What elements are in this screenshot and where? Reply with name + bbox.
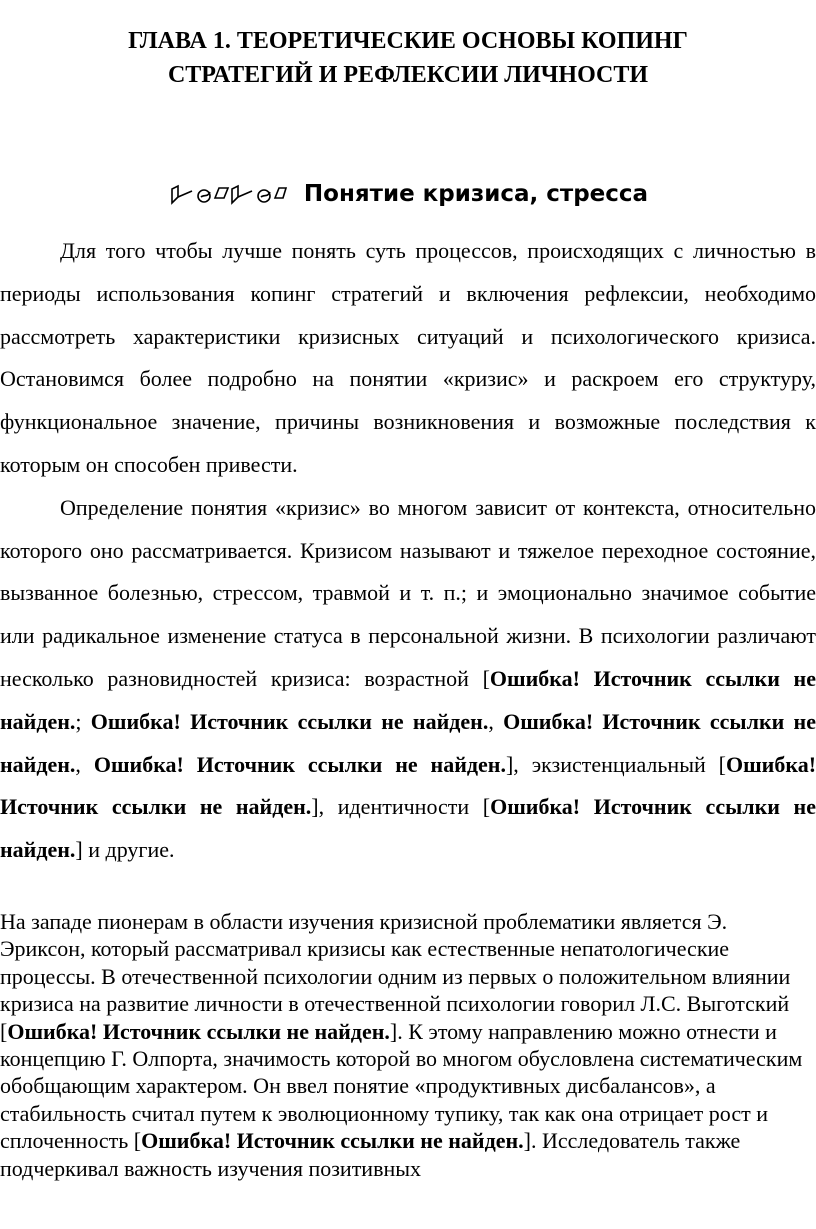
paragraph-3-block: [0, 908, 812, 1182]
text-run: На западе пионерам в области изучения кризисной проблематики является Э. Эриксон, который рассматривал кризисы как естественные непатологические процессы. В отечественной психологии одним из первых о положительном влиянии кризиса на развитие личности в отечественной психологии говорил Л.С. Выготский [: [0, 909, 791, 1044]
reference-error: Ошибка! Источник ссылки не найден.: [90, 708, 489, 734]
reference-error: Ошибка! Источник ссылки не найден.: [0, 665, 816, 734]
chapter-title-line-2: СТРАТЕГИЙ И РЕФЛЕКСИИ ЛИЧНОСТИ: [167, 62, 649, 88]
text-run: ,: [75, 751, 94, 777]
reference-error: Ошибка! Источник ссылки не найден.: [141, 1128, 524, 1154]
reference-error: Ошибка! Источник ссылки не найден.: [0, 708, 816, 777]
reference-error: Ошибка! Источник ссылки не найден.: [7, 1018, 390, 1044]
text-run: ], экзистенциальный [: [505, 751, 726, 777]
chapter-title-line-1: ГЛАВА 1. ТЕОРЕТИЧЕСКИЕ ОСНОВЫ КОПИНГ: [128, 28, 688, 54]
text-run: ] и другие.: [75, 837, 175, 863]
paragraph-2: [0, 487, 816, 872]
text-run: ]. Исследователь также подчеркивал важность изучения позитивных: [0, 1128, 741, 1181]
paragraph-1: Для того чтобы лучше понять суть процессов, происходящих с личностью в периоды использования копинг стратегий и включения рефлексии, необходимо рассмотреть характеристики кризисных ситуаций и психологического кризиса. Остановимся более подробно на понятии «кризис» и раскроем его структуру, функциональное значение, причины возникновения и возможные последствия к которым он способен привести.: [0, 238, 816, 477]
section-title: Понятие кризиса, стресса: [303, 181, 649, 207]
reference-error: Ошибка! Источник ссылки не найден.: [0, 794, 816, 863]
text-run: ;: [75, 708, 91, 734]
body-text: [0, 230, 816, 872]
chapter-title: [40, 24, 776, 92]
text-run: ,: [488, 708, 504, 734]
reference-error: Ошибка! Источник ссылки не найден.: [0, 751, 816, 820]
paragraph-3: [0, 908, 812, 1182]
section-heading: [0, 174, 816, 214]
text-run: ]. К этому направлению можно отнести и концепцию Г. Олпорта, значимость которой во многом обусловлена систематическим обобщающим характером. Он ввел понятие «продуктивных дисбалансов», а стабильность считал путем к эволюционному тупику, так как она отрицает рост и сплоченность [: [0, 1018, 803, 1154]
broken-symbol-glyphs-icon: [168, 184, 288, 206]
text-run: Определение понятия «кризис» во многом зависит от контекста, относительно которого оно рассматривается. Кризисом называют и тяжелое переходное состояние, вызванное болезнью, стрессом, травмой и т. п.; и эмоционально значимое событие или радикальное изменение статуса в персональной жизни. В психологии различают несколько разновидностей кризиса: возрастной [: [0, 494, 816, 691]
reference-error: Ошибка! Источник ссылки не найден.: [93, 751, 506, 777]
text-run: ], идентичности [: [311, 794, 491, 820]
